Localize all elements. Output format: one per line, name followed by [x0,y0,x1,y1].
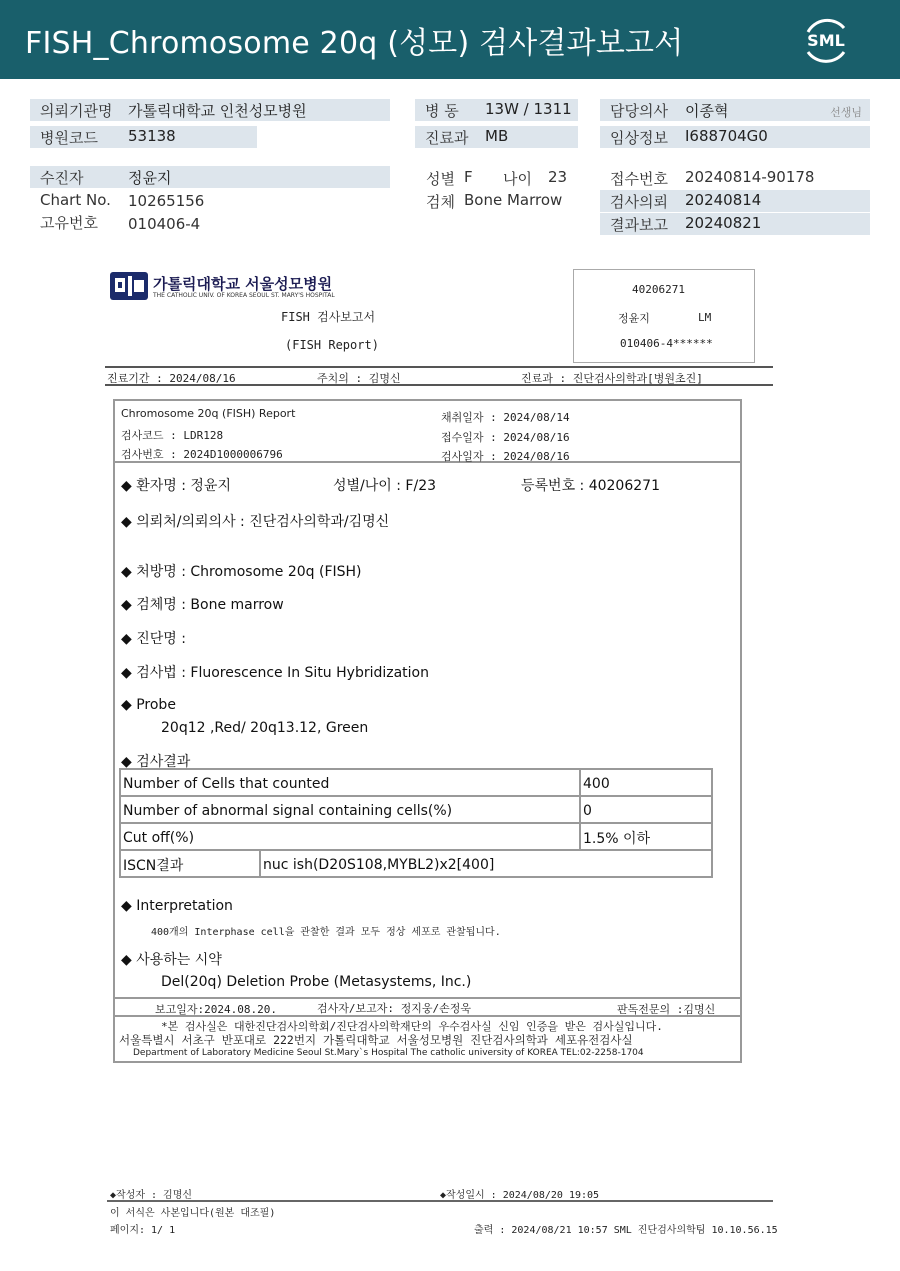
result-row [600,213,870,235]
dept-row [415,126,578,148]
specimen-label: 검체 [426,193,455,211]
id-number: 40206271 [632,283,685,296]
copy-note: 이 서식은 사본입니다(원본 대조필) [110,1208,276,1219]
footer-line-bottom [115,1015,740,1017]
clinic: 진료과 : 진단검사의학과[병원초진] [521,372,703,385]
visit-date: 진료기간 : 2024/08/16 [107,372,236,385]
patient-line: ◆ 환자명 : 정윤지 [121,478,231,494]
address: 서울특별시 서초구 반포대로 222번지 가톨릭대학교 서울성모병원 진단검사의학과 세포유전검사실 [119,1033,633,1047]
bottom-divider [107,1200,773,1202]
divider-bottom [105,384,773,386]
table-cell: 1.5% 이하 [580,823,712,850]
clinical-row [600,126,870,148]
interpretation-heading: ◆ Interpretation [121,898,233,914]
probe-line: ◆ Probe [121,697,176,713]
doctor-label: 담당의사 [610,102,668,120]
referrer-line: ◆ 의뢰처/의뢰의사 : 진단검사의학과/김명신 [121,514,390,530]
doctor-row [600,99,870,121]
dept-label: 진료과 [425,129,469,147]
diagnosis-line: ◆ 진단명 : [121,631,186,647]
print-info: 출력 : 2024/08/21 10:57 SML 진단검사의학팀 10.10.56.15 [474,1225,778,1236]
cert-note: *본 검사실은 대한진단검사의학회/진단검사의학재단의 우수검사실 신임 인증을 받은 검사실입니다. [161,1020,663,1033]
reagent-heading: ◆ 사용하는 시약 [121,952,222,968]
specimen-value: Bone Marrow [464,191,563,209]
id-code: LM [698,311,712,324]
unique-value: 010406-4 [128,215,201,233]
order-line: ◆ 처방명 : Chromosome 20q (FISH) [121,564,362,580]
table-cell: Number of Cells that counted [120,769,580,796]
unique-label: 고유번호 [40,214,98,232]
id-rrn: 010406-4****** [620,337,713,350]
result-label: 결과보고 [610,216,668,234]
result-value: 20240821 [685,214,762,232]
chart-value: 10265156 [128,192,205,210]
request-label: 검사의뢰 [610,193,668,211]
doc-title: FISH 검사보고서 [281,310,376,324]
institution-label: 의뢰기관명 [40,102,113,120]
doctor-value: 이종혁 [685,102,729,120]
clinical-label: 임상정보 [610,129,668,147]
dept-english: Department of Laboratory Medicine Seoul St.Mary`s Hospital The catholic university of KOREA TEL:02-2258-1704 [133,1048,644,1058]
result-table [119,768,713,878]
ward-label: 병 동 [425,102,459,120]
request-row [600,190,870,212]
page-title: FISH_Chromosome 20q (성모) 검사결과보고서 [25,26,684,61]
report-name: Chromosome 20q (FISH) Report [121,407,296,420]
report-date: 보고일자:2024.08.20. [155,1003,277,1016]
sex-value: F [464,168,473,186]
interpretation-text: 400개의 Interphase cell을 관찰한 결과 모두 정상 세포로 관찰됩니다. [151,927,501,938]
table-cell: 400 [580,769,712,796]
page-number: 페이지: 1/ 1 [110,1225,176,1236]
probe-detail: 20q12 ,Red/ 20q13.12, Green [161,720,369,736]
table-cell: Cut off(%) [120,823,580,850]
patient-row [30,166,390,188]
table-cell: 0 [580,796,712,823]
regno-line: 등록번호 : 40206271 [521,478,660,494]
iscn-value: nuc ish(D20S108,MYBL2)x2[400] [260,850,712,877]
table-cell: Number of abnormal signal containing cells(%) [120,796,580,823]
footer-line-top [115,997,740,999]
report-frame [113,399,742,1063]
writer: ◆작성자 : 김명신 [110,1190,193,1201]
hospital-code-label: 병원코드 [40,129,98,147]
receipt-value: 20240814-90178 [685,168,815,186]
method-line: ◆ 검사법 : Fluorescence In Situ Hybridization [121,665,429,681]
tested-date: 검사일자 : 2024/08/16 [441,450,570,463]
collected-date: 채취일자 : 2024/08/14 [441,411,570,424]
request-value: 20240814 [685,191,762,209]
receipt-label: 접수번호 [610,170,668,188]
ward-row [415,99,578,121]
doc-title-en: (FISH Report) [285,338,379,352]
patient-value: 정윤지 [128,169,172,187]
clinical-value: I688704G0 [685,127,768,145]
institution-value: 가톨릭대학교 인천성모병원 [128,102,307,120]
table-row [120,823,712,850]
id-name: 정윤지 [618,312,650,325]
report-header-box [115,401,740,463]
age-value: 23 [548,168,568,186]
table-row [120,796,712,823]
institution-row [30,99,390,121]
table-row [120,769,712,796]
test-number: 검사번호 : 2024D1000006796 [121,448,283,461]
table-row [120,850,712,877]
dept-value: MB [485,127,509,145]
age-label: 나이 [503,170,532,188]
hospital-code-value: 53138 [128,127,176,145]
sex-label: 성별 [426,170,455,188]
iscn-label: ISCN결과 [120,850,260,877]
patient-id-box [573,269,755,363]
header-band [0,0,900,79]
hospital-code-row [30,126,257,148]
hospital-emblem-icon [110,272,148,300]
divider-top [105,366,773,368]
received-date: 접수일자 : 2024/08/16 [441,431,570,444]
testers: 검사자/보고자: 정지웅/손정욱 [317,1002,472,1015]
hospital-subtitle: THE CATHOLIC UNIV. OF KOREA SEOUL ST. MARY'S HOSPITAL [153,292,335,299]
sml-logo-icon [800,14,852,66]
judge: 판독전문의 :김명신 [617,1003,716,1016]
logo-text: SML [807,31,845,50]
result-heading: ◆ 검사결과 [121,754,191,770]
doctor-suffix: 선생님 [830,106,862,119]
reagent-text: Del(20q) Deletion Probe (Metasystems, Inc.) [161,974,472,990]
chart-label: Chart No. [40,191,111,209]
sexage-line: 성별/나이 : F/23 [333,478,437,494]
written-date: ◆작성일시 : 2024/08/20 19:05 [440,1190,600,1201]
specimen-line: ◆ 검체명 : Bone marrow [121,597,284,613]
test-code: 검사코드 : LDR128 [121,429,224,442]
hospital-name: 가톨릭대학교 서울성모병원 [153,275,333,293]
scanned-report [105,262,775,1082]
attending: 주치의 : 김명신 [317,372,401,385]
patient-label: 수진자 [40,169,84,187]
ward-value: 13W / 1311 [485,100,572,118]
